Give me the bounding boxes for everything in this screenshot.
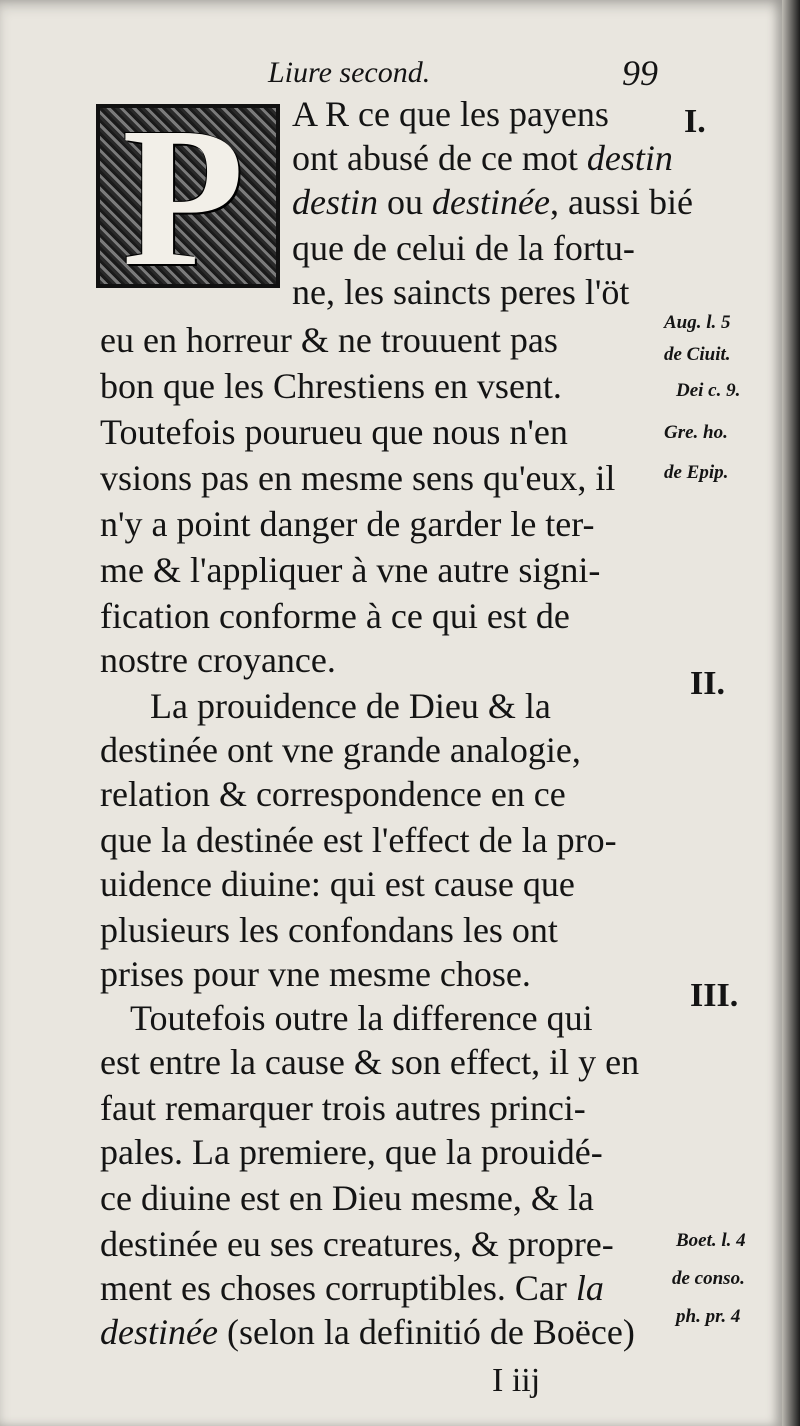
text-line: relation & correspondence en ce — [100, 774, 566, 814]
text-line: fication conforme à ce qui est de — [100, 596, 570, 636]
text-line: faut remarquer trois autres princi- — [100, 1088, 586, 1128]
text-line: me & l'appliquer à vne autre signi- — [100, 550, 601, 590]
signature-mark: I iij — [492, 1362, 541, 1399]
section-number: I. — [684, 103, 706, 140]
text-line: uidence diuine: qui est cause que — [100, 864, 575, 904]
text-line: destinée (selon la definitió de Boëce) — [100, 1312, 635, 1352]
text-line: La prouidence de Dieu & la — [150, 686, 551, 726]
section-number: III. — [690, 977, 739, 1014]
text-line: plusieurs les confondans les ont — [100, 910, 558, 950]
page-header — [268, 50, 658, 94]
margin-note: Aug. l. 5 — [664, 312, 731, 333]
text-line: Toutefois pourueu que nous n'en — [100, 412, 568, 452]
text-line: prises pour vne mesme chose. — [100, 954, 531, 994]
page-edge-shadow — [782, 0, 800, 1426]
text-line: que de celui de la fortu- — [292, 228, 635, 268]
text-line: ont abusé de ce mot destin — [292, 138, 673, 178]
page-number: 99 — [622, 53, 658, 93]
margin-note: de Epip. — [664, 462, 729, 483]
text-line: n'y a point danger de garder le ter- — [100, 504, 595, 544]
text-line: que la destinée est l'effect de la pro- — [100, 820, 617, 860]
margin-note: Boet. l. 4 — [676, 1230, 746, 1251]
running-title: Liure second. — [268, 56, 431, 89]
text-line: destinée eu ses creatures, & propre- — [100, 1224, 614, 1264]
text-line: eu en horreur & ne trouuent pas — [100, 320, 558, 360]
text-line: vsions pas en mesme sens qu'eux, il — [100, 458, 616, 498]
text-line: A R ce que les payens — [292, 94, 609, 134]
margin-note: Gre. ho. — [664, 422, 728, 443]
text-line: destinée ont vne grande analogie, — [100, 730, 581, 770]
margin-note: ph. pr. 4 — [676, 1306, 741, 1327]
section-number: II. — [690, 665, 725, 702]
text-line: pales. La premiere, que la prouidé- — [100, 1132, 603, 1172]
text-line: ce diuine est en Dieu mesme, & la — [100, 1178, 594, 1218]
text-line: est entre la cause & son effect, il y en — [100, 1042, 640, 1082]
initial-letter: P — [122, 104, 245, 288]
margin-note: Dei c. 9. — [676, 380, 741, 401]
text-line: nostre croyance. — [100, 640, 336, 680]
text-line: Toutefois outre la difference qui — [130, 998, 593, 1038]
text-line: destin ou destinée, aussi bié — [292, 182, 693, 222]
text-line: ment es choses corruptibles. Car la — [100, 1268, 604, 1308]
margin-note: de Ciuit. — [664, 344, 731, 365]
text-line: bon que les Chrestiens en vsent. — [100, 366, 562, 406]
text-line: ne, les saincts peres l'öt — [292, 272, 630, 312]
margin-note: de conso. — [672, 1268, 745, 1289]
decorated-initial — [96, 104, 280, 288]
